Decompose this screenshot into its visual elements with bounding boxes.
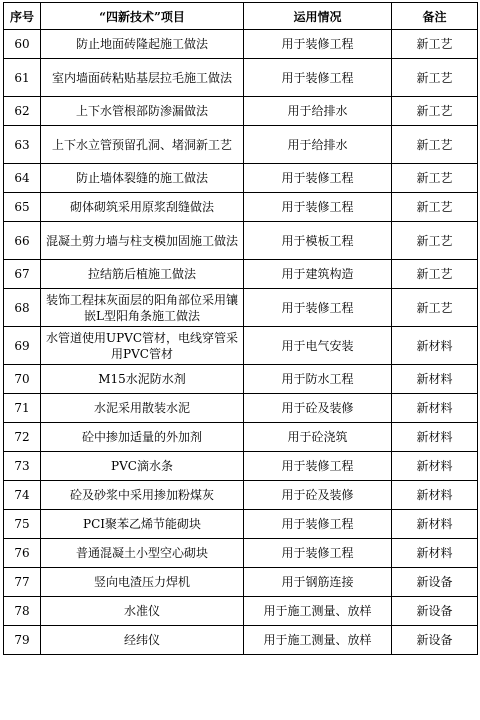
cell-num: 71	[4, 394, 41, 423]
cell-num: 74	[4, 481, 41, 510]
table-row	[4, 626, 478, 655]
cell-note: 新材料	[392, 394, 478, 423]
cell-use: 用于给排水	[244, 97, 392, 126]
header-use: 运用情况	[244, 3, 392, 30]
header-item: “四新技术”项目	[41, 3, 244, 30]
cell-num: 65	[4, 193, 41, 222]
cell-item: 普通混凝土小型空心砌块	[41, 539, 244, 568]
cell-item: 上下水管根部防渗漏做法	[41, 97, 244, 126]
cell-note: 新设备	[392, 597, 478, 626]
cell-num: 78	[4, 597, 41, 626]
cell-item: 竖向电渣压力焊机	[41, 568, 244, 597]
cell-num: 67	[4, 260, 41, 289]
cell-use: 用于砼浇筑	[244, 423, 392, 452]
cell-use: 用于给排水	[244, 126, 392, 164]
cell-use: 用于装修工程	[244, 164, 392, 193]
cell-note: 新材料	[392, 327, 478, 365]
cell-item: 水准仪	[41, 597, 244, 626]
cell-num: 68	[4, 289, 41, 327]
cell-num: 79	[4, 626, 41, 655]
cell-note: 新设备	[392, 568, 478, 597]
cell-note: 新材料	[392, 452, 478, 481]
cell-use: 用于电气安装	[244, 327, 392, 365]
table-row	[4, 365, 478, 394]
table-row	[4, 289, 478, 327]
cell-note: 新工艺	[392, 164, 478, 193]
cell-item: PCI聚苯乙烯节能砌块	[41, 510, 244, 539]
cell-num: 70	[4, 365, 41, 394]
cell-item: 经纬仪	[41, 626, 244, 655]
table-row	[4, 423, 478, 452]
cell-use: 用于施工测量、放样	[244, 597, 392, 626]
cell-num: 75	[4, 510, 41, 539]
table-row	[4, 97, 478, 126]
table-row	[4, 126, 478, 164]
table-row	[4, 539, 478, 568]
cell-num: 64	[4, 164, 41, 193]
cell-note: 新材料	[392, 423, 478, 452]
four-new-technology-table	[3, 2, 478, 655]
cell-item: M15水泥防水剂	[41, 365, 244, 394]
cell-num: 60	[4, 30, 41, 59]
table-row	[4, 164, 478, 193]
table-row	[4, 327, 478, 365]
cell-item: 室内墙面砖粘贴基层拉毛施工做法	[41, 59, 244, 97]
cell-use: 用于装修工程	[244, 539, 392, 568]
cell-use: 用于装修工程	[244, 193, 392, 222]
cell-item: 砼中掺加适量的外加剂	[41, 423, 244, 452]
header-note: 备注	[392, 3, 478, 30]
cell-item: 上下水立管预留孔洞、堵洞新工艺	[41, 126, 244, 164]
cell-num: 77	[4, 568, 41, 597]
table-row	[4, 193, 478, 222]
cell-note: 新材料	[392, 510, 478, 539]
table-row	[4, 394, 478, 423]
cell-note: 新工艺	[392, 59, 478, 97]
cell-num: 76	[4, 539, 41, 568]
cell-use: 用于装修工程	[244, 30, 392, 59]
cell-use: 用于钢筋连接	[244, 568, 392, 597]
cell-use: 用于模板工程	[244, 222, 392, 260]
cell-note: 新工艺	[392, 222, 478, 260]
cell-note: 新材料	[392, 365, 478, 394]
cell-use: 用于装修工程	[244, 452, 392, 481]
cell-num: 72	[4, 423, 41, 452]
cell-num: 63	[4, 126, 41, 164]
cell-note: 新材料	[392, 539, 478, 568]
table-row	[4, 510, 478, 539]
cell-use: 用于装修工程	[244, 289, 392, 327]
cell-note: 新工艺	[392, 97, 478, 126]
cell-use: 用于装修工程	[244, 510, 392, 539]
table-row	[4, 597, 478, 626]
cell-num: 62	[4, 97, 41, 126]
cell-item: 砌体砌筑采用原浆刮缝做法	[41, 193, 244, 222]
cell-note: 新工艺	[392, 260, 478, 289]
cell-item: 砼及砂浆中采用掺加粉煤灰	[41, 481, 244, 510]
cell-use: 用于砼及装修	[244, 481, 392, 510]
cell-note: 新材料	[392, 481, 478, 510]
cell-item: PVC滴水条	[41, 452, 244, 481]
cell-num: 66	[4, 222, 41, 260]
cell-use: 用于施工测量、放样	[244, 626, 392, 655]
cell-use: 用于装修工程	[244, 59, 392, 97]
cell-use: 用于防水工程	[244, 365, 392, 394]
cell-note: 新工艺	[392, 289, 478, 327]
cell-note: 新工艺	[392, 126, 478, 164]
header-num: 序号	[4, 3, 41, 30]
cell-num: 73	[4, 452, 41, 481]
table-row	[4, 222, 478, 260]
cell-use: 用于砼及装修	[244, 394, 392, 423]
table-row	[4, 568, 478, 597]
table-header-row	[4, 3, 478, 30]
table-row	[4, 30, 478, 59]
table-row	[4, 481, 478, 510]
cell-item: 防止墙体裂缝的施工做法	[41, 164, 244, 193]
cell-note: 新设备	[392, 626, 478, 655]
table-row	[4, 452, 478, 481]
cell-item: 水泥采用散装水泥	[41, 394, 244, 423]
cell-num: 61	[4, 59, 41, 97]
cell-num: 69	[4, 327, 41, 365]
cell-note: 新工艺	[392, 193, 478, 222]
cell-item: 防止地面砖隆起施工做法	[41, 30, 244, 59]
cell-item: 混凝土剪力墙与柱支模加固施工做法	[41, 222, 244, 260]
cell-item: 装饰工程抹灰面层的阳角部位采用镶嵌L型阳角条施工做法	[41, 289, 244, 327]
table-row	[4, 59, 478, 97]
cell-item: 拉结筋后植施工做法	[41, 260, 244, 289]
cell-note: 新工艺	[392, 30, 478, 59]
cell-use: 用于建筑构造	[244, 260, 392, 289]
table-row	[4, 260, 478, 289]
cell-item: 水管道使用UPVC管材，电线穿管采用PVC管材	[41, 327, 244, 365]
